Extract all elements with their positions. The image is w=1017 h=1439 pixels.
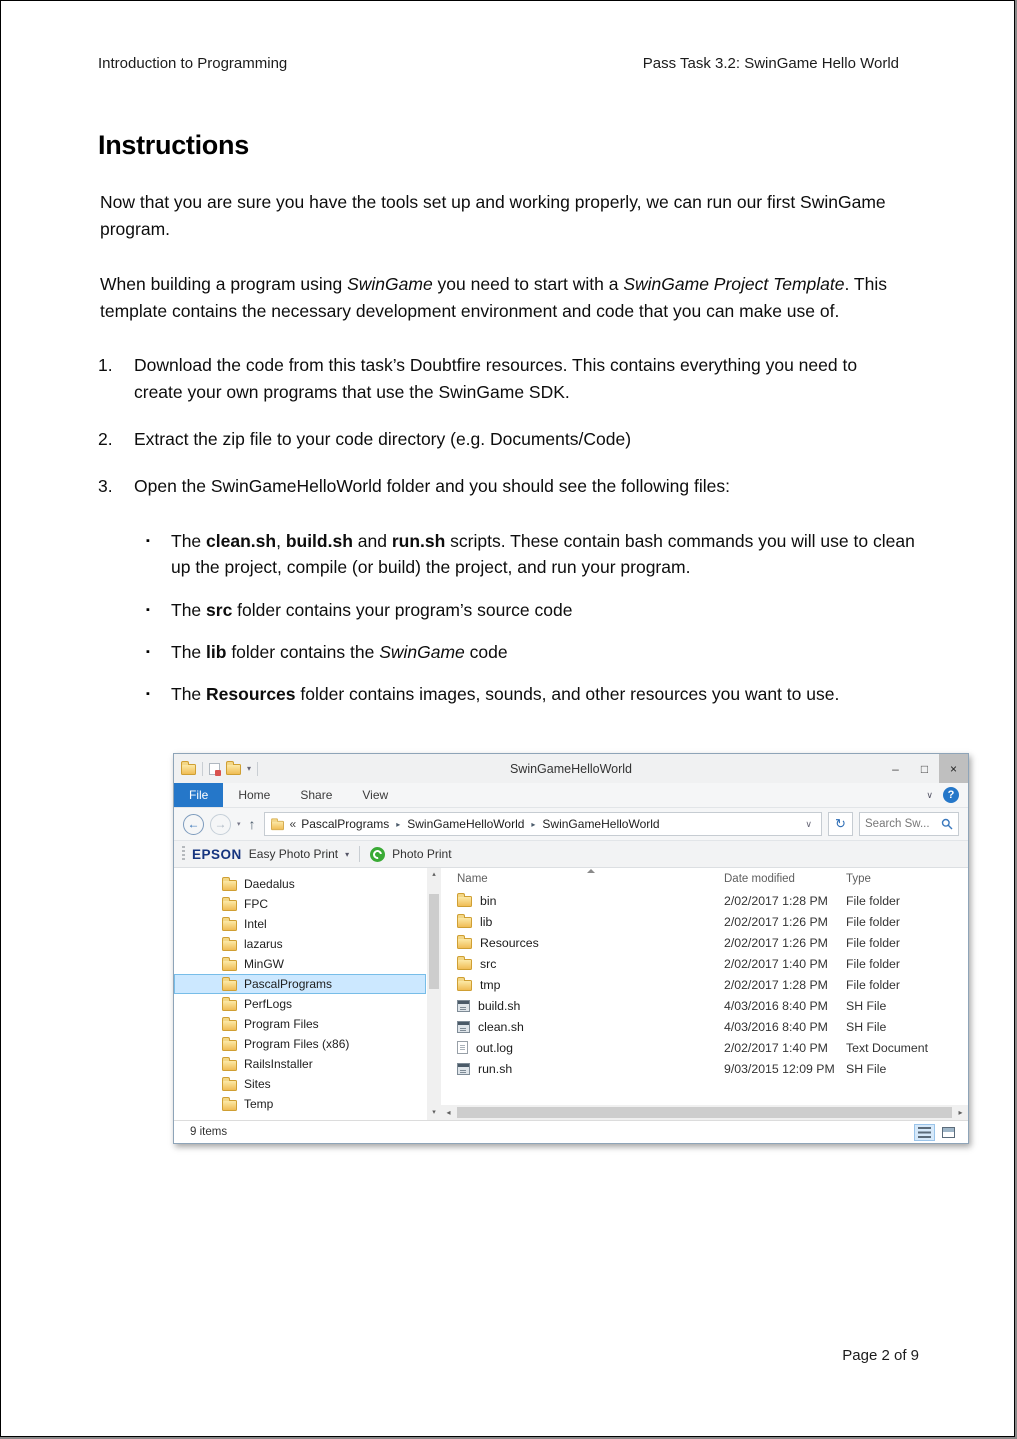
page-title: Instructions: [98, 130, 249, 160]
ribbon-tab[interactable]: File: [174, 783, 223, 807]
address-bar[interactable]: [264, 812, 822, 836]
folder-icon: [271, 821, 284, 830]
horizontal-scrollbar[interactable]: [441, 1105, 968, 1120]
file-explorer-window: [173, 753, 969, 1144]
file-type: File folder: [846, 893, 900, 908]
tree-vertical-scrollbar[interactable]: [427, 868, 441, 1120]
maximize-button[interactable]: □: [920, 761, 929, 776]
file-type: File folder: [846, 935, 900, 950]
step-text: Open the SwinGameHelloWorld folder and you should see the following files:: [134, 475, 730, 496]
folder-icon: [222, 1060, 237, 1071]
file-type: SH File: [846, 1061, 887, 1076]
file-date-modified: 4/03/2016 8:40 PM: [724, 998, 828, 1013]
file-name: build.sh: [478, 998, 521, 1013]
bullet-item: [146, 681, 931, 707]
bullet-item: [146, 528, 931, 581]
tree-item-label: MinGW: [244, 957, 284, 972]
folder-icon: [222, 1020, 237, 1031]
bullet-item: [146, 597, 931, 623]
file-name-cell: [457, 894, 724, 908]
tree-item[interactable]: [174, 1074, 426, 1094]
tree-item[interactable]: [174, 954, 426, 974]
page-header: [1, 1, 1014, 72]
quick-access-toolbar: [174, 762, 258, 776]
file-row[interactable]: [441, 953, 968, 974]
tree-item-label: FPC: [244, 897, 268, 912]
help-icon[interactable]: ?: [943, 787, 959, 803]
search-icon: [941, 818, 953, 830]
step-text: Extract the zip file to your code directory (e.g. Documents/Code): [134, 428, 632, 449]
photo-print-icon[interactable]: [370, 847, 385, 862]
step-number: 3.: [98, 475, 113, 496]
scroll-up-icon[interactable]: ▴: [432, 871, 436, 879]
header-task: Pass Task 3.2: SwinGame Hello World: [642, 55, 899, 72]
file-row[interactable]: [441, 1016, 968, 1037]
epson-toolbar: [174, 841, 968, 868]
step-text: Download the code from this task’s Doubtfire resources. This contains everything you need to create your own programs that use the SwinGame SDK.: [134, 354, 858, 402]
folder-icon: [457, 980, 472, 991]
folder-icon: [457, 938, 472, 949]
ribbon-tab-bar: [174, 783, 968, 808]
column-header[interactable]: Type: [846, 873, 871, 886]
column-header[interactable]: Name: [457, 873, 488, 886]
file-row[interactable]: [441, 911, 968, 932]
ribbon-tab[interactable]: Home: [238, 788, 271, 803]
file-name: bin: [480, 893, 497, 908]
title-bar: [174, 754, 968, 783]
file-type: File folder: [846, 956, 900, 971]
column-header-row: [441, 868, 968, 890]
folder-icon: [457, 896, 472, 907]
file-row[interactable]: [441, 995, 968, 1016]
toolbar-separator: [257, 762, 258, 776]
file-row[interactable]: [441, 890, 968, 911]
tree-item-label: Program Files (x86): [244, 1037, 350, 1052]
recent-locations-dropdown-icon[interactable]: ▾: [237, 821, 241, 829]
search-input[interactable]: [865, 818, 938, 830]
tree-item[interactable]: [174, 1014, 426, 1034]
file-name: run.sh: [478, 1061, 513, 1076]
tree-item[interactable]: [174, 894, 426, 914]
tree-item-label: PerfLogs: [244, 997, 293, 1012]
file-date-modified: 9/03/2015 12:09 PM: [724, 1061, 835, 1076]
folder-icon: [457, 959, 472, 970]
folder-icon: [222, 940, 237, 951]
search-box[interactable]: [859, 812, 959, 836]
file-date-modified: 2/02/2017 1:40 PM: [724, 956, 828, 971]
tree-item-label: Intel: [244, 917, 267, 932]
back-button[interactable]: ←: [183, 814, 204, 835]
tree-item-label: Program Files: [244, 1017, 319, 1032]
photo-print-button[interactable]: Photo Print: [392, 847, 452, 862]
header-course: Introduction to Programming: [98, 55, 288, 72]
sh-icon: [457, 1000, 470, 1012]
numbered-steps: [98, 352, 1014, 501]
folder-icon: [222, 900, 237, 911]
file-name: clean.sh: [478, 1019, 524, 1034]
properties-icon[interactable]: [209, 763, 220, 775]
file-name-cell: [457, 915, 724, 929]
step-item: [98, 473, 888, 500]
file-name-cell: [457, 1020, 724, 1034]
file-date-modified: 2/02/2017 1:26 PM: [724, 914, 828, 929]
folder-icon: [222, 960, 237, 971]
text-run: When building a program using: [100, 274, 348, 295]
file-name: src: [480, 956, 497, 971]
file-type: File folder: [846, 977, 900, 992]
template-paragraph: [100, 271, 912, 325]
scroll-down-icon[interactable]: ▾: [432, 1109, 436, 1117]
breadcrumb-overflow-icon[interactable]: «: [289, 817, 297, 832]
scrollbar-thumb[interactable]: [429, 894, 439, 989]
file-name-cell: [457, 957, 724, 971]
file-row[interactable]: [441, 1037, 968, 1058]
toolbar-grip[interactable]: [182, 846, 185, 862]
file-name: out.log: [476, 1040, 513, 1055]
file-row[interactable]: [441, 932, 968, 953]
folder-tree-pane: [174, 868, 441, 1120]
ribbon-collapse-icon[interactable]: ∨: [926, 789, 933, 800]
bullet-item: [146, 639, 931, 665]
folder-icon[interactable]: [181, 764, 196, 775]
item-count: 9 items: [190, 1126, 228, 1139]
tree-item-label: Sites: [244, 1077, 271, 1092]
breadcrumb-item[interactable]: SwinGameHelloWorld: [542, 817, 660, 832]
toolbar-separator: [359, 846, 360, 862]
breadcrumb-item[interactable]: SwinGameHelloWorld: [407, 817, 525, 832]
text-icon: [457, 1041, 468, 1054]
scrollbar-thumb[interactable]: [457, 1107, 952, 1118]
tree-item[interactable]: [174, 994, 426, 1014]
breadcrumb-item[interactable]: PascalPrograms: [301, 817, 390, 832]
folder-icon: [222, 1100, 237, 1111]
bullet-list: [146, 528, 1014, 707]
file-type: SH File: [846, 998, 887, 1013]
window-title: SwinGameHelloWorld: [509, 761, 633, 776]
page-number: Page 2 of 9: [842, 1347, 919, 1364]
view-switcher: [914, 1124, 959, 1141]
breadcrumb: [301, 817, 659, 831]
folder-icon: [222, 1000, 237, 1011]
minimize-button[interactable]: –: [892, 761, 899, 776]
forward-button[interactable]: →: [210, 814, 231, 835]
folder-icon: [222, 1080, 237, 1091]
tree-item[interactable]: [174, 974, 426, 994]
scroll-left-icon[interactable]: ◂: [446, 1108, 451, 1118]
file-name: lib: [480, 914, 493, 929]
tree-item-label: Temp: [244, 1097, 274, 1112]
text-run: you need to start with a: [432, 274, 624, 295]
ribbon-right-controls: [926, 783, 968, 807]
file-name-cell: [457, 1041, 724, 1055]
step-number: 1.: [98, 354, 113, 375]
epson-logo: EPSON: [192, 846, 242, 862]
up-button[interactable]: ↑: [248, 816, 256, 833]
folder-icon: [222, 1040, 237, 1051]
explorer-content: [174, 868, 968, 1120]
tree-item-label: PascalPrograms: [244, 977, 333, 992]
sort-ascending-icon: [587, 869, 595, 873]
file-name-cell: [457, 1062, 724, 1076]
scroll-right-icon[interactable]: ▸: [958, 1108, 963, 1118]
window-controls: [881, 754, 968, 783]
folder-icon: [222, 880, 237, 891]
bullet-text: ▪ The clean.sh, build.sh and run.sh scripts. These contain bash commands you will use to clean up the project, compile (or build) the project, and run your program.: [171, 531, 915, 578]
bullet-text: ▪ The Resources folder contains images, sounds, and other resources you want to use.: [171, 684, 840, 704]
tree-item[interactable]: [174, 1054, 426, 1074]
folder-icon: [222, 920, 237, 931]
text-run-italic: SwinGame Project Template: [623, 274, 845, 295]
breadcrumb-separator-icon: ▸: [531, 819, 536, 829]
details-view-button[interactable]: [914, 1124, 935, 1141]
close-button[interactable]: ×: [939, 754, 968, 783]
details-view-icon: [918, 1127, 931, 1138]
bullet-text: ▪ The src folder contains your program’s source code: [171, 599, 573, 620]
file-name-cell: [457, 978, 724, 992]
file-date-modified: 2/02/2017 1:28 PM: [724, 977, 828, 992]
tree-item-label: lazarus: [244, 937, 283, 952]
folder-icon: [222, 980, 237, 991]
file-type: SH File: [846, 1019, 887, 1034]
status-bar: [174, 1120, 968, 1143]
epson-dropdown-icon[interactable]: ▾: [345, 849, 350, 859]
file-date-modified: 2/02/2017 1:26 PM: [724, 935, 828, 950]
file-name-cell: [457, 936, 724, 950]
file-date-modified: 2/02/2017 1:28 PM: [724, 893, 828, 908]
file-row[interactable]: [441, 1058, 968, 1079]
file-type: File folder: [846, 914, 900, 929]
step-item: [98, 426, 888, 453]
intro-paragraph: Now that you are sure you have the tools set up and working properly, we can run our first SwinGame program.: [100, 192, 886, 240]
file-name: Resources: [480, 935, 539, 950]
tree-item[interactable]: [174, 914, 426, 934]
text-run-italic: SwinGame: [347, 274, 433, 295]
ribbon-tab[interactable]: Share: [300, 788, 333, 803]
file-date-modified: 2/02/2017 1:40 PM: [724, 1040, 828, 1055]
ribbon-tab[interactable]: View: [362, 788, 389, 803]
file-rows: [441, 890, 968, 1079]
tree-item[interactable]: [174, 1034, 426, 1054]
file-type: Text Document: [846, 1040, 929, 1055]
tree-item-label: RailsInstaller: [244, 1057, 313, 1072]
refresh-button[interactable]: ↻: [828, 812, 853, 836]
qat-dropdown-icon[interactable]: ▾: [247, 764, 252, 774]
file-row[interactable]: [441, 974, 968, 995]
sh-icon: [457, 1021, 470, 1033]
tree-item[interactable]: [174, 934, 426, 954]
breadcrumb-separator-icon: ▸: [396, 819, 401, 829]
bullet-text: ▪ The lib folder contains the SwinGame code: [171, 641, 508, 662]
navigation-bar: [174, 808, 968, 841]
file-name-cell: [457, 999, 724, 1013]
tree-item[interactable]: [174, 1094, 426, 1114]
new-folder-icon[interactable]: [226, 764, 241, 775]
file-date-modified: 4/03/2016 8:40 PM: [724, 1019, 828, 1034]
text-run: . This template contains the necessary development environment and code that you can make use of.: [100, 274, 887, 322]
thumbnails-view-button[interactable]: [938, 1124, 959, 1141]
step-number: 2.: [98, 428, 113, 449]
file-name: tmp: [480, 977, 501, 992]
toolbar-separator: [202, 762, 203, 776]
column-header[interactable]: Date modified: [724, 873, 795, 886]
address-dropdown-icon[interactable]: ∨: [805, 818, 812, 829]
thumbnails-view-icon: [942, 1127, 955, 1138]
easy-photo-print-button[interactable]: Easy Photo Print: [248, 847, 339, 862]
sh-icon: [457, 1063, 470, 1075]
file-list-pane: [441, 868, 968, 1120]
tree-item-label: Daedalus: [244, 877, 295, 892]
step-item: [98, 352, 888, 406]
folder-icon: [457, 917, 472, 928]
tree-item[interactable]: [174, 874, 426, 894]
